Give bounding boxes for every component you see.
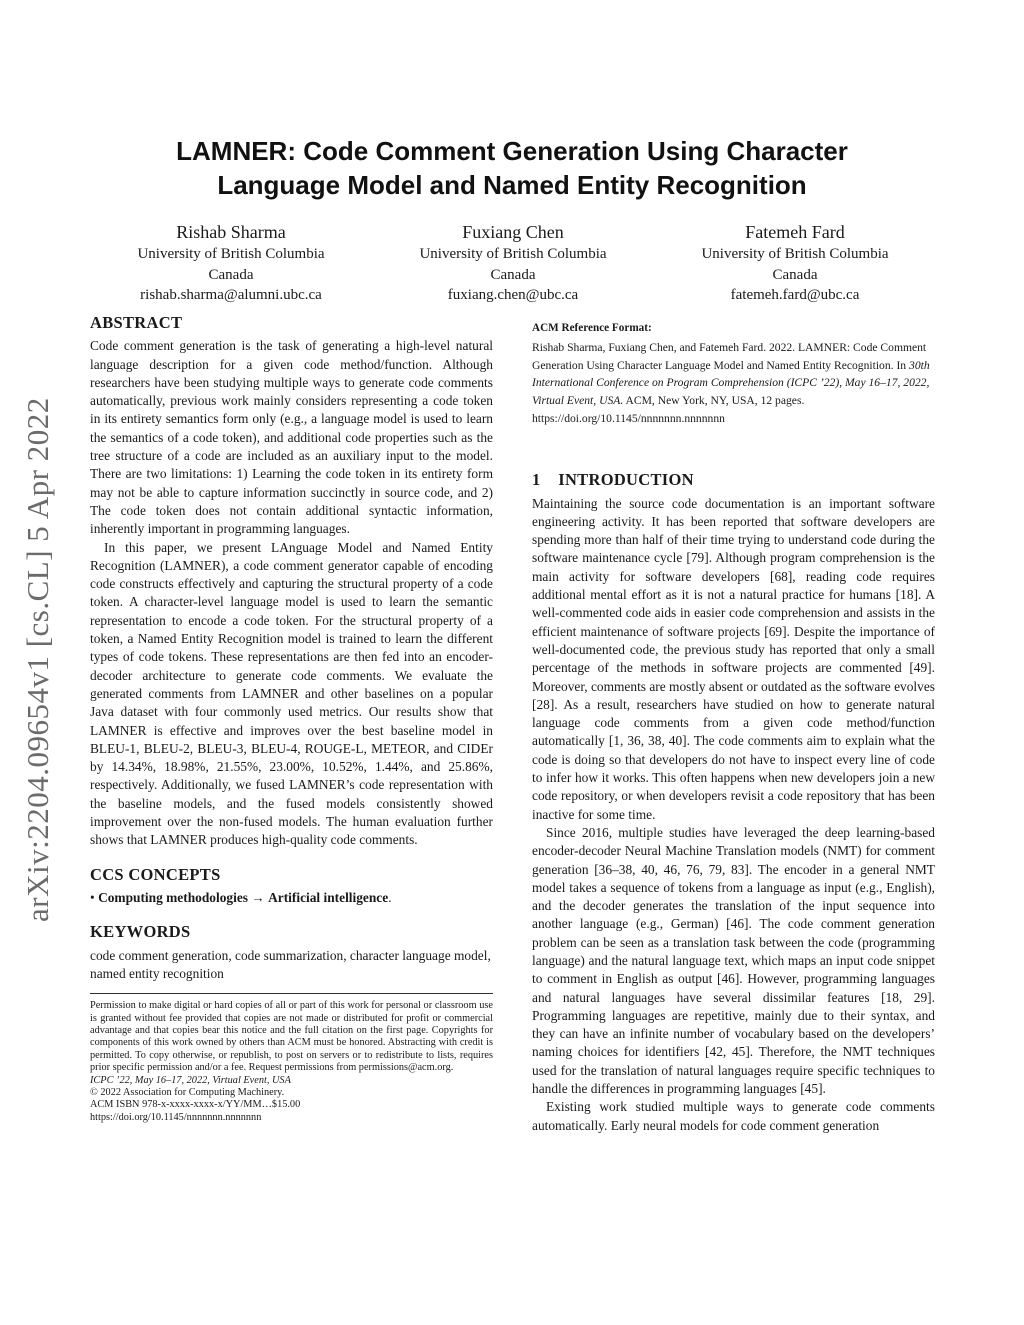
permission-doi[interactable]: https://doi.org/10.1145/nnnnnnn.nnnnnnn — [90, 1111, 262, 1123]
author-country: Canada — [490, 266, 536, 283]
author-block — [90, 220, 936, 306]
author-country: Canada — [208, 266, 254, 283]
ccs-right: Artificial intelligence — [268, 889, 389, 905]
author-affiliation: University of British Columbia — [419, 246, 607, 262]
right-column — [532, 319, 935, 1135]
keywords-heading: KEYWORDS — [90, 922, 191, 942]
author-name: Fatemeh Fard — [745, 222, 845, 242]
permission-text: Permission to make digital or hard copies of all or part of this work for personal or classroom use is granted without fee provided that copies are not made or distributed for profit or commercial advantage and that copies bear this notice and the full citation on the first page. Copyrights for components of this work owned by others than ACM must be honored. Abstracting with credit is permitted. To copy otherwise, or republish, to post on servers or to redistribute to lists, requires prior specific permission and/or a fee. Request permissions from permissions@acm.org. — [90, 1000, 493, 1074]
author-2 — [372, 220, 654, 306]
abstract-paragraph-2: In this paper, we present LAnguage Model and Named Entity Recognition (LAMNER), a code comment generator capable of encoding code constructs effectively and capturing the structural property of a code token. A character-level language model is used to learn the semantic representation to encode a code token. For the structural property of a token, a Named Entity Recognition model is trained to learn the different types of code tokens. These representations are then fed into an encoder-decoder architecture to generate code comments. We evaluate the generated comments from LAMNER and other baselines on a popular Java dataset with four commonly used metrics. Our results show that LAMNER is effective and improves over the best baseline model in BLEU-1, BLEU-2, BLEU-3, BLEU-4, ROUGE-L, METEOR, and CIDEr by 14.34%, 18.98%, 21.55%, 23.00%, 10.52%, 1.44%, and 25.86%, respectively. Additionally, we fused LAMNER’s code representation with the baseline models, and the fused models consistently showed improvement over the non-fused models. The human evaluation further shows that LAMNER produces high-quality code comments. — [90, 539, 493, 848]
author-email[interactable]: fuxiang.chen@ubc.ca — [447, 287, 579, 303]
author-email[interactable]: fatemeh.fard@ubc.ca — [730, 287, 860, 303]
ccs-bullet: • — [90, 889, 95, 905]
ccs-concepts — [90, 889, 493, 907]
acm-reference-text: Rishab Sharma, Fuxiang Chen, and Fatemeh Fard. 2022. LAMNER: Code Comment Generation Using Character Language Model and Named Entity Recognition. In 30th International Conference on Program Comprehension (ICPC ’22), May 16–17, 2022, Virtual Event, USA. ACM, New York, NY, USA, 12 pages. https://doi.org/10.1145/nnnnnnn.nnnnnnn — [532, 341, 930, 425]
abstract-heading: ABSTRACT — [90, 313, 183, 332]
left-column — [90, 314, 493, 1124]
author-affiliation: University of British Columbia — [137, 246, 325, 262]
permission-isbn: ACM ISBN 978-x-xxxx-xxxx-x/YY/MM…$15.00 — [90, 1099, 301, 1111]
introduction-paragraph-3: Existing work studied multiple ways to generate code comments automatically. Early neural models for code comment generation — [532, 1099, 935, 1133]
introduction-heading: 1 INTRODUCTION — [532, 470, 694, 490]
permission-copyright: © 2022 Association for Computing Machinery. — [90, 1086, 285, 1098]
title-line-1: LAMNER: Code Comment Generation Using Character — [176, 136, 848, 166]
permission-venue: ICPC ’22, May 16–17, 2022, Virtual Event, USA — [90, 1074, 291, 1086]
paper-title — [100, 134, 924, 202]
arxiv-identifier: arXiv:2204.09654v1 [cs.CL] 5 Apr 2022 — [20, 397, 55, 923]
footnote-divider — [90, 993, 493, 994]
permission-notice — [90, 1000, 493, 1124]
abstract-paragraph-1: Code comment generation is the task of generating a high-level natural language description for a given code method/function. Although researchers have been studying multiple ways to generate code comments automatically, previous work mainly considers representing a code token in its entirety semantics form only (e.g., a language model is used to learn the semantics of a code token), and additional code properties such as the tree structure of a code are included as an auxiliary input to the model. There are two limitations: 1) Learning the code token in its entirety form may not be able to capture information succinctly in source code, and 2) The code token does not contain additional syntactic information, inherently important in programming languages. — [90, 338, 493, 537]
introduction-paragraph-1: Maintaining the source code documentation is an important software engineering activity. It has been reported that software developers are spending more than half of their time trying to understand code during the software maintenance cycle [79]. Although program comprehension is the main activity for software developers [68], reading code requires additional mental effort as it is not a natural practice for humans [18]. A well-commented code aids in easier code comprehension and assists in the efficient maintenance of software projects [69]. Despite the importance of well-documented code, the previous study has reported that only a small percentage of the methods in software projects are commented [49]. Moreover, comments are mostly absent or outdated as the software evolves [28]. As a result, researchers have studied on how to generate natural language code comments from a given code method/function automatically [1, 36, 38, 40]. The code comments aim to explain what the code is doing so that developers do not have to inspect every line of code to infer how it works. This often happens when new developers join a new code repository, or when developers revisit a code repository that has been inactive for some time. — [532, 495, 935, 822]
introduction-paragraph-2: Since 2016, multiple studies have leveraged the deep learning-based encoder-decoder Neural Machine Translation models (NMT) for comment generation [36–38, 40, 46, 76, 79, 83]. The encoder in a general NMT model takes a sequence of tokens from a language as input (e.g., English), and the decoder generates the translation of the input sequence into another language (e.g., German) [46]. The code comment generation problem can be seen as a translation task between the code (programming language) and the natural language text, which maps an input code snippet to comment in English as output [46]. However, programming languages and natural languages have several dissimilar features [18, 29]. Programming languages are repetitive, mainly due to their syntax, and they can have an infinite number of vocabulary based on the developers’ naming choices for identifiers [42, 45]. Therefore, the NMT techniques used for the translation of natural languages require specific techniques to handle the differences in programming languages [45]. — [532, 824, 935, 1097]
author-name: Rishab Sharma — [176, 222, 286, 242]
title-line-2: Language Model and Named Entity Recognition — [217, 170, 807, 200]
author-1 — [90, 220, 372, 306]
ccs-heading: CCS CONCEPTS — [90, 864, 221, 884]
ccs-left: Computing methodologies — [98, 889, 248, 905]
ccs-arrow: → — [251, 889, 265, 905]
author-email[interactable]: rishab.sharma@alumni.ubc.ca — [140, 287, 322, 303]
author-3 — [654, 220, 936, 306]
acm-reference-heading: ACM Reference Format: — [532, 322, 652, 334]
keywords-text: code comment generation, code summarization, character language model, named entity recognition — [90, 947, 491, 981]
author-country: Canada — [772, 266, 818, 283]
author-affiliation: University of British Columbia — [701, 246, 889, 262]
ccs-end: . — [388, 889, 392, 905]
author-name: Fuxiang Chen — [462, 222, 564, 242]
